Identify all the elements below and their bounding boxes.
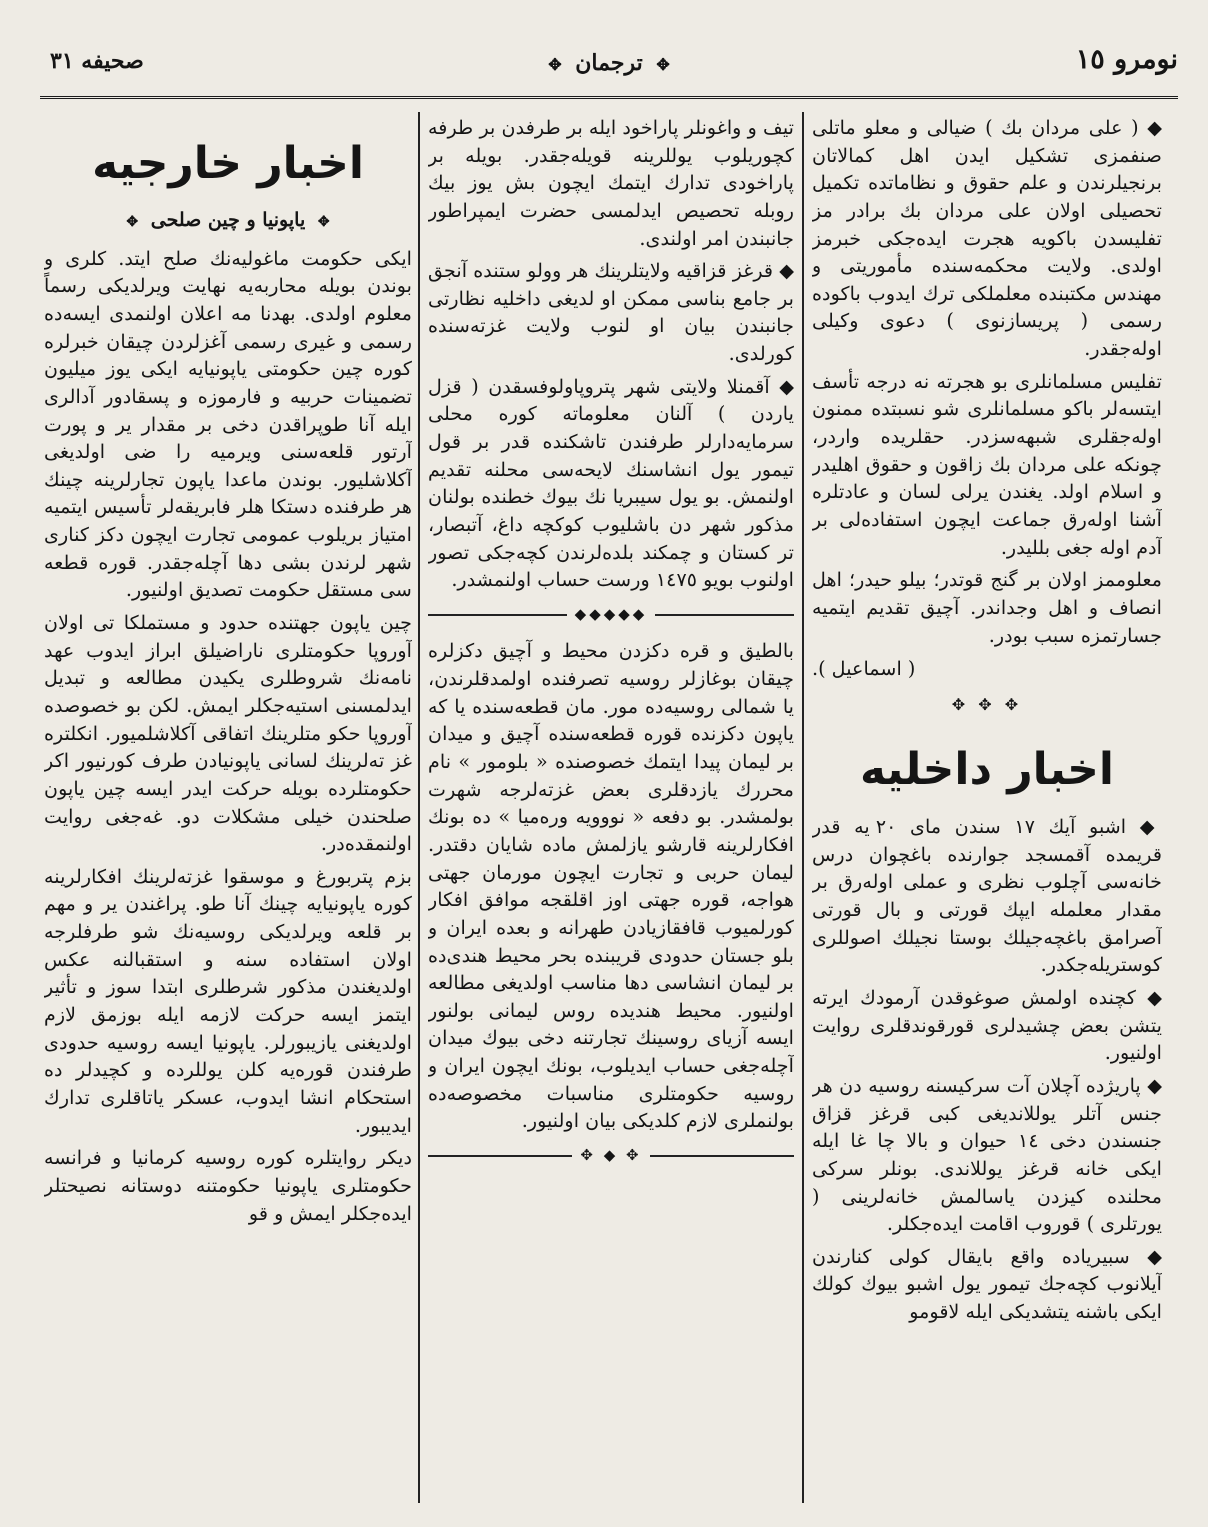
article: بزم پتربورغ و موسقوا غزته‌لرینك افکارلرینه کوره یاپونیایه چینك آنا طو. پراغندن یر و مهم بر قلعه ویرلدیکی روسیه‌نك شو طرفلرجه اولان استفاده سنه و استقبالنه عکس اولدیغندن مذکور شرطلری ابتدا سوز و تأثیر ایتمز ایسه حرکت لازمه ایله بوزمق لازم اولدیغنی یازیبورلر. یاپونیا ایسه روسیه حدودی طرفندن قوره‌یه کلن یوللرده و کچیدلر ده استحکام انشا ایدوب، عسکر یاتاقلری تدارك ایدیبور.	[44, 864, 412, 1137]
separator-line	[428, 1155, 572, 1157]
ornament-icon: ✥	[317, 214, 330, 231]
masthead-rule	[40, 96, 1178, 99]
article: چین یاپون جهتنده حدود و مستملکا تی اولان آوروپا حکومتلری ناراضیلق ابراز ایدوب عهد نامه‌نك شروطلری یکیدن مطالعه و تبدیل ایدلمسنی استیه‌جکلر ایمش. لکن بو خصوصده آوروپا حکو متلرینك اتفاقی آکلاشلمیور. انکلتره غز ته‌لرینك لسانی یاپونیادن طرف کورنیور اکر حکومتلرده بویله حرکت ایدر ایسه چین یاپون صلحندن خیلی مشکلات دو. غه‌جغی روایت اولنمقده‌در.	[44, 611, 412, 856]
news-item: ◆ کچنده اولمش صوغوقدن آرمودك ایرته یتشن بعض چشیدلری قورقوندقلری روایت اولنیور.	[812, 986, 1162, 1065]
news-item: تیف و واغونلر پاراخود ایله بر طرفدن بر طرفه کچوریلوب یوللرینه قویله‌جقدر. بویله بر پاراخودی تدارك ایتمك ایچون بش یوز بیك روبله تحصیص ایدلمسی حضرت ایمپراطور جانبندن امر اولندی.	[428, 116, 794, 250]
news-item: معلوممز اولان بر گنج قوتدر؛ بیلو حیدر؛ اهل انصاف و اهل وجداندر. آچیق تقدیم ایتمیه جسارتمزه سبب بودر.	[812, 568, 1162, 647]
issue-number: نومرو ١٥	[1075, 44, 1178, 75]
section-separator	[428, 604, 794, 626]
column-middle	[428, 114, 794, 1514]
separator-ornament: ◆◆◆◆◆	[574, 604, 648, 623]
newspaper-title-block	[40, 50, 1178, 76]
column-left	[44, 114, 412, 1514]
section-heading-foreign: اخبار خارجیه	[92, 138, 364, 189]
article: بالطیق و قره دکزدن محیط و آچیق دکزلره چیقان بوغازلر روسیه تصرفنده اولمدقلرندن، یا شمالی روسیه‌ده مور. مان قطعه‌سنده یا که یاپون دکزنده قوره قطعه‌سنده آچیق و میدان بر لیمان پیدا ایتمك خصوصنده « بلومور » نام محررك یازدقلری بعض غزته‌لرجه شهرت بولمشدر. بو دفعه « نووویه وره‌میا » ده بونك افکارلرینه قارشو یازلمش ماده شایان دقتدر. لیمان حربی و تجارت ایچون مورمان جهتی هواجه، قوره جهتی اوز اقلقجه موافق افکار کورلمیوب قافقازیادن طهرانه و بعده ایران و بلو جستان حدودی قریبنده بحر محیط هندی‌ده بر لیمان انشاسی دها مناسب اولدیغی مطالعه اولنیور. محیط هندیده روس لیمانی بولنور ایسه آزیای روسینك تجارتنه دخی بیوك میدان آچله‌جغی حساب ایدیلوب، بونك ایچون ایران و روسیه حکومتلری مناسبات مخصوصه‌ده بولنملری لازم کلدیکی بیان اولنیور.	[428, 639, 794, 1133]
news-item: ◆ سبیریاده واقع بایقال کولی کنارندن آیلانوب کچه‌جك تیمور یول اشبو بیوك کولك ایکی باشنه یتشدیکی ایله لاقومو	[812, 1244, 1162, 1324]
article: دیکر روایتلره کوره روسیه کرمانیا و فرانسه حکومتلری یاپونیا حکومتنه دوستانه نصیحتلر ایده‌جکلر ایمش و قو	[44, 1146, 412, 1225]
newspaper-title: ترجمان	[575, 50, 643, 76]
news-item: تفلیس مسلمانلری بو هجرته نه درجه تأسف ایتسه‌لر باکو مسلمانلری شو نسبتده ممنون اوله‌جقلری شبهه‌سزدر. حقلریده واردر، چونکه علی مردان بك زاقون و حقوق اهلیدر و اسلام اولد. یغندن یرلی لسان و عادتلره آشنا اوله‌رق جماعت ایچون استفاده‌لی بر آدم اوله جغی بللیدر.	[812, 369, 1162, 559]
news-item: ◆ پاریژده آچلان آت سرکیسنه روسیه دن هر جنس آتلر یوللاندیغی کبی قرغز قزاق جنسندن دخی ١٤ حیوان و بالا چا غا ایله ایکی خانه قرغز یوللاندی. بونلر سرکی محلنده کیزدن یاسالمش خانه‌لرینی ( یورتلری ) قوروب اقامت ایده‌جکلر.	[812, 1073, 1162, 1236]
section-separator: ✥ ✥ ✥	[951, 694, 1023, 714]
article: ایکی حکومت ماغولیه‌نك صلح ایتد. کلری و بوندن بویله محاربه‌یه نهایت ویرلدیکی رسماً معلوم اولدی. بهدنا مه اعلان اولنمدی ایسه‌ده رسمی و غیری رسمی آغزلردن چیقان خبرلره کوره چین حکومتی یاپونیایه ایکی یوز میلیون تضمینات حربیه و فارموزه و پسقادور آدالری ایله آنا طوپراقدن دخی بر مقدار یر و پورت آرتور قلعه‌سنی ویرمیه را ضی اولدیغی آکلاشلیور. بوندن ماعدا یاپون تجارلرینه چینك هر طرفنده دستکا هلر فابریقه‌لر تأسیس ایتمیه امتیاز بریلوب عمومی تجارت ایچون دکز کناری شهر لرندن بشی دها آچله‌جقدر. قوره قطعه سی مستقل حکومت تصدیق اولنیور.	[44, 246, 412, 602]
ornament-icon: ✥	[126, 214, 139, 231]
masthead	[40, 42, 1178, 94]
news-item: ◆ ( علی مردان بك ) ضیالی و معلو ماتلی صنفمزی تشکیل ایدن اهل کمالاتان برنجیلرندن و علم حقوق و نظاماتده تکمیل تحصیلی اولان علی مردان بك برادر مز تفلیسدن باکویه هجرت ایده‌جکی خبرمز اولدی. ولایت محکمه‌سنده مأموریتی و مهندس مکتبنده معلملکی ترك ایدوب باکوده رسمی ( پریسازنوی ) دعوی وکیلی اوله‌جقدر.	[812, 116, 1162, 361]
signature: ( اسماعیل ).	[812, 657, 916, 681]
column-divider	[802, 112, 804, 1503]
separator-line	[650, 1155, 794, 1157]
subheading-text: یاپونیا و چین صلحی	[150, 209, 306, 232]
page-number: صحیفه ٣١	[50, 48, 144, 74]
separator-line	[428, 614, 567, 616]
news-item: ◆ قرغز قزاقیه ولایتلرینك هر وولو ستنده آنجق بر جامع بناسی ممکن او لدیغی داخلیه نظارتی جانبندن بیان او لنوب ولایت غزته‌سنده کورلدی.	[428, 259, 794, 366]
column-divider	[418, 112, 420, 1503]
separator-line	[655, 614, 794, 616]
column-right	[812, 114, 1162, 1514]
ornament-icon: ✥	[656, 55, 670, 74]
news-item: ◆ اشبو آیك ١٧ سندن مای ٢٠ یه قدر قریمده آقمسجد جوارنده باغچوان درس خانه‌سی آچلوب نظری و عملی اوله‌رق بر مقدار معلمله ایپك قورتی و بال قورتی آصرامق باغچه‌جیلك بوستا نجیلك اصوللری کوستریله‌جکدر.	[812, 815, 1162, 977]
article-subheading	[44, 207, 412, 234]
ornament-icon: ✥	[548, 55, 562, 74]
separator-ornament: ✥ ◆ ✥	[580, 1146, 642, 1165]
section-heading-domestic: اخبار داخلیه	[860, 743, 1114, 795]
end-separator	[428, 1145, 794, 1167]
news-item: ◆ آقمنلا ولایتی شهر پتروپاولوفسقدن ( قزل یاردن ) آلنان معلوماته کوره محلی سرمایه‌دارلر طرفندن تاشکنده قدر بر قول تیمور یول انشاسنك لایحه‌سی محلنه تقدیم اولنمش. بو یول سیبریا نك بیوك خطنده بولنان مذکور شهر دن باشلیوب کوکچه داغ، آتبصار، تر کستان و چمکند بلده‌لرندن کچه‌جکی تصور اولنوب بویو ١٤٧٥ ورست حساب اولنمشدر.	[428, 374, 794, 592]
